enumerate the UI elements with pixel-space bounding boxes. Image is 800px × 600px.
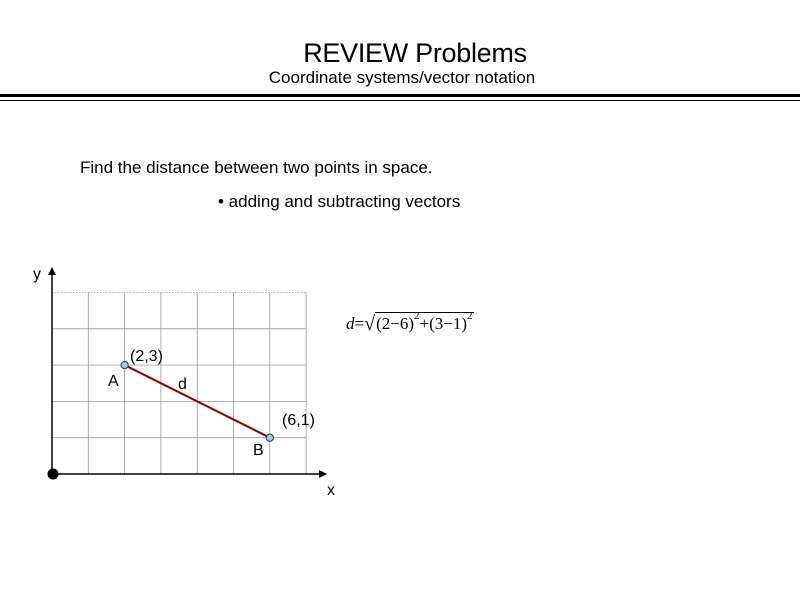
formula-exponent: 2: [414, 310, 420, 323]
formula-paren: ): [461, 314, 468, 333]
formula-lhs: d: [346, 314, 355, 333]
problem-statement: Find the distance between two points in space.: [80, 158, 433, 177]
bullet-item: • adding and subtracting vectors: [218, 192, 461, 211]
square-root-icon: √: [364, 313, 376, 335]
point-b-coords: (6,1): [282, 412, 315, 429]
point-a-label: A: [108, 373, 119, 390]
point-a-marker: [121, 362, 128, 369]
formula-exponent: 2: [467, 310, 473, 323]
point-b-marker: [266, 434, 273, 441]
formula-equals: =: [354, 314, 365, 333]
formula-operator: +: [419, 314, 430, 333]
segment-label: d: [178, 376, 187, 393]
y-axis-label: y: [33, 266, 41, 283]
x-axis-label: x: [327, 482, 335, 499]
origin-dot: [48, 469, 59, 480]
formula-term: 3: [434, 314, 444, 333]
formula-paren: (: [429, 314, 435, 333]
formula-term: 6: [399, 314, 409, 333]
formula-paren: (: [376, 314, 382, 333]
formula-radicand: [375, 312, 473, 333]
page-subtitle: Coordinate systems/vector notation: [268, 68, 536, 87]
distance-formula: [346, 312, 474, 335]
formula-paren: ): [408, 314, 415, 333]
formula-operator: −: [443, 314, 453, 333]
point-b-label: B: [253, 442, 264, 459]
formula-operator: −: [390, 314, 400, 333]
point-a-coords: (2,3): [130, 348, 163, 365]
formula-term: 2: [381, 314, 391, 333]
formula-term: 1: [452, 314, 462, 333]
page-title: REVIEW Problems: [303, 38, 527, 68]
